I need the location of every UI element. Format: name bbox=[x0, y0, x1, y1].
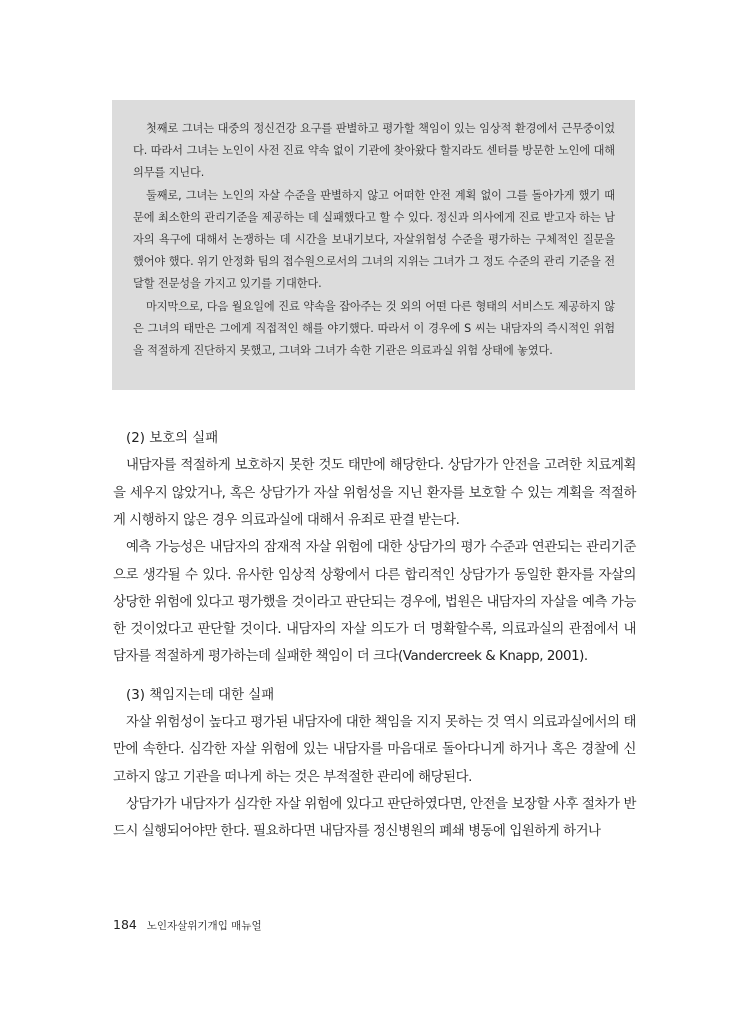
case-example-box bbox=[112, 100, 635, 390]
page-number: 184 bbox=[113, 917, 137, 932]
section2-paragraph-1: 내담자를 적절하게 보호하지 못한 것도 태만에 해당한다. 상담가가 안전을 고려한 치료계획을 세우지 않았거나, 혹은 상담가가 자살 위험성을 지닌 환자를 보호할 수 있는 계획을 적절하게 시행하지 않은 경우 의료과실에 대해서 유죄로 판결 받는다. bbox=[113, 458, 636, 528]
section-heading-protection-failure: (2) 보호의 실패 bbox=[126, 431, 219, 446]
case-paragraph-3: 마지막으로, 다음 월요일에 진료 약속을 잡아주는 것 외의 어떤 다른 형태의 서비스도 제공하지 않은 그녀의 태만은 그에게 직접적인 해를 야기했다. 따라서 이 경우에 S 씨는 내담자의 즉시적인 위험을 적절하게 진단하지 못했고, 그녀와 그녀가 속한 기관은 의료과실 위험 상태에 놓였다. bbox=[133, 299, 615, 358]
section2-paragraph-2: 예측 가능성은 내담자의 잠재적 자살 위험에 대한 상담가의 평가 수준과 연관되는 관리기준으로 생각될 수 있다. 유사한 임상적 상황에서 다른 합리적인 상담가가 동일한 환자를 자살의 상당한 위험에 있다고 평가했을 것이라고 판단되는 경우에, 법원은 내담자의 자살을 예측 가능한 것이었다고 판단할 것이다. 내담자의 자살 의도가 더 명확할수록, 의료과실의 관점에서 내담자를 적절하게 평가하는데 실패한 책임이 더 크다(Vandercreek & Knapp, 2001). bbox=[113, 540, 636, 665]
main-body bbox=[113, 425, 636, 846]
section-heading-responsibility-failure: (3) 책임지는데 대한 실패 bbox=[126, 687, 275, 703]
running-title: 노인자살위기개입 매뉴얼 bbox=[146, 920, 262, 932]
section-spacer bbox=[113, 671, 636, 682]
section3-paragraph-2: 상담가가 내담자가 심각한 자살 위험에 있다고 판단하였다면, 안전을 보장할 사후 절차가 반드시 실행되어야만 한다. 필요하다면 내담자를 정신병원의 폐쇄 병동에 입원하게 하거나 bbox=[113, 797, 636, 840]
case-paragraph-2: 둘째로, 그녀는 노인의 자살 수준을 판별하지 않고 어떠한 안전 계획 없이 그를 돌아가게 했기 때문에 최소한의 관리기준을 제공하는 데 실패했다고 할 수 있다. 정신과 의사에게 진료 받고자 하는 남자의 욕구에 대해서 논쟁하는 데 시간을 보내기보다, 자살위험성 수준을 평가하는 구체적인 질문을 했어야 했다. 위기 안정화 팀의 접수원으로서의 그녀의 지위는 그녀가 그 정도 수준의 관리 기준을 전달할 전문성을 가지고 있기를 기대한다. bbox=[133, 188, 615, 291]
page-footer bbox=[113, 917, 262, 934]
case-paragraph-1: 첫째로 그녀는 대중의 정신건강 요구를 판별하고 평가할 책임이 있는 임상적 환경에서 근무중이었다. 따라서 그녀는 노인이 사전 진료 약속 없이 기관에 찾아왔다 할지라도 센터를 방문한 노인에 대해 의무를 지닌다. bbox=[133, 122, 615, 180]
section3-paragraph-1: 자살 위험성이 높다고 평가된 내담자에 대한 책임을 지지 못하는 것 역시 의료과실에서의 태만에 속한다. 심각한 자살 위험에 있는 내담자를 마음대로 돌아다니게 하거나 혹은 경찰에 신고하지 않고 기관을 떠나게 하는 것은 부적절한 관리에 해당된다. bbox=[113, 715, 636, 785]
